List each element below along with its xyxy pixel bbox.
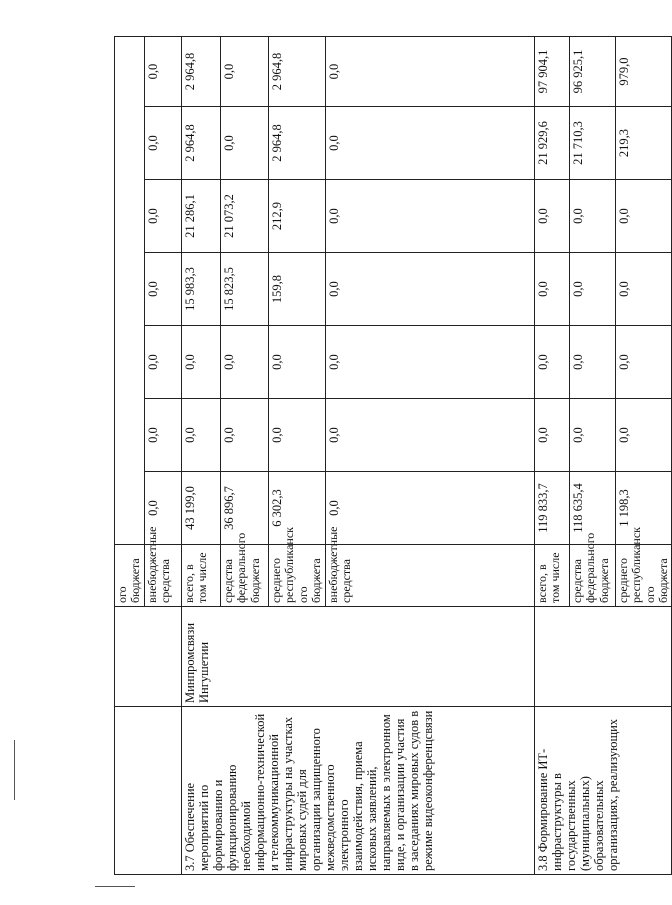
value-cell: 159,8 (268, 253, 325, 326)
value-cell: 0,0 (220, 37, 268, 107)
value-cell: 0,0 (220, 399, 268, 472)
value-cell: 0,0 (144, 399, 181, 472)
value-cell: 36 896,7 (220, 472, 268, 545)
value-cell: 15 823,5 (220, 253, 268, 326)
value-cell: 6 302,3 (268, 472, 325, 545)
value-cell: 0,0 (181, 326, 220, 399)
value-cell: 0,0 (325, 399, 534, 472)
value-cell: 0,0 (615, 326, 672, 399)
value-cell: 0,0 (144, 253, 181, 326)
value-cell: 97 904,1 (534, 37, 569, 107)
exec-cell-empty (115, 607, 182, 707)
value-cell: 0,0 (144, 472, 181, 545)
value-cell: 0,0 (325, 107, 534, 180)
table-row (115, 37, 145, 875)
source-cell: средства федерального бюджета (220, 545, 268, 607)
value-cell: 0,0 (325, 180, 534, 253)
executor-cell-empty (534, 607, 672, 707)
value-cell: 21 286,1 (181, 180, 220, 253)
budget-table (114, 36, 672, 875)
value-cell: 212,9 (268, 180, 325, 253)
table-row (181, 37, 220, 875)
desc-cell-empty (115, 707, 182, 875)
value-cell: 0,0 (615, 253, 672, 326)
value-cell: 2 964,8 (181, 37, 220, 107)
source-cell: всего, в том числе (181, 545, 220, 607)
value-cell: 219,3 (615, 107, 672, 180)
value-cell: 0,0 (268, 326, 325, 399)
measure-description: 3.7 Обеспечение мероприятий по формированию и функционированию необходимой информационно-технической и телекоммуникационной инфраструктуры на участках мировых судей для организации защищенного межведомственного электронного взаимодействия, приема исковых заявлений, направляемых в электронном виде, и организации участия в заседаниях мировых судов в режиме видеоконференцсвязи (181, 707, 534, 875)
value-cell: 0,0 (534, 253, 569, 326)
value-cell: 979,0 (615, 37, 672, 107)
value-cell: 0,0 (325, 472, 534, 545)
measure-description: 3.8 Формирование ИТ-инфраструктуры в государственных (муниципальных) образовательных организациях, реализующих (534, 707, 672, 875)
executor-cell: Минпромсвязи Ингушетии (181, 607, 534, 707)
value-cell: 0,0 (534, 326, 569, 399)
value-cell: 43 199,0 (181, 472, 220, 545)
value-cell: 0,0 (534, 180, 569, 253)
value-cell: 0,0 (569, 326, 615, 399)
value-cell: 0,0 (569, 399, 615, 472)
source-cell: среднего республиканск ого бюджета (615, 545, 672, 607)
value-cell: 0,0 (325, 326, 534, 399)
value-cell: 15 983,3 (181, 253, 220, 326)
value-cell: 0,0 (325, 253, 534, 326)
value-cell: 96 925,1 (569, 37, 615, 107)
source-cell: внебюджетные средства (144, 545, 181, 607)
source-cell: всего, в том числе (534, 545, 569, 607)
value-cell: 0,0 (181, 399, 220, 472)
value-cell: 0,0 (144, 180, 181, 253)
value-cell: 21 073,2 (220, 180, 268, 253)
value-cell: 21 710,3 (569, 107, 615, 180)
value-cell: 2 964,8 (268, 107, 325, 180)
value-cell: 119 833,7 (534, 472, 569, 545)
continuation-cell (115, 37, 145, 545)
value-cell: 0,0 (144, 326, 181, 399)
value-cell: 0,0 (534, 399, 569, 472)
value-cell: 0,0 (268, 399, 325, 472)
value-cell: 0,0 (325, 37, 534, 107)
value-cell: 0,0 (144, 37, 181, 107)
value-cell: 0,0 (220, 326, 268, 399)
value-cell: 2 964,8 (181, 107, 220, 180)
value-cell: 0,0 (569, 180, 615, 253)
value-cell: 1 198,3 (615, 472, 672, 545)
source-cell: среднего республиканск ого бюджета (268, 545, 325, 607)
value-cell: 21 929,6 (534, 107, 569, 180)
source-cell: внебюджетные средства (325, 545, 534, 607)
value-cell: 0,0 (569, 253, 615, 326)
value-cell: 2 964,8 (268, 37, 325, 107)
value-cell: 0,0 (615, 399, 672, 472)
source-cell: ого бюджета (115, 545, 145, 607)
source-cell: средства федерального бюджета (569, 545, 615, 607)
value-cell: 0,0 (220, 107, 268, 180)
value-cell: 118 635,4 (569, 472, 615, 545)
table-row (534, 37, 569, 875)
value-cell: 0,0 (615, 180, 672, 253)
value-cell: 0,0 (144, 107, 181, 180)
